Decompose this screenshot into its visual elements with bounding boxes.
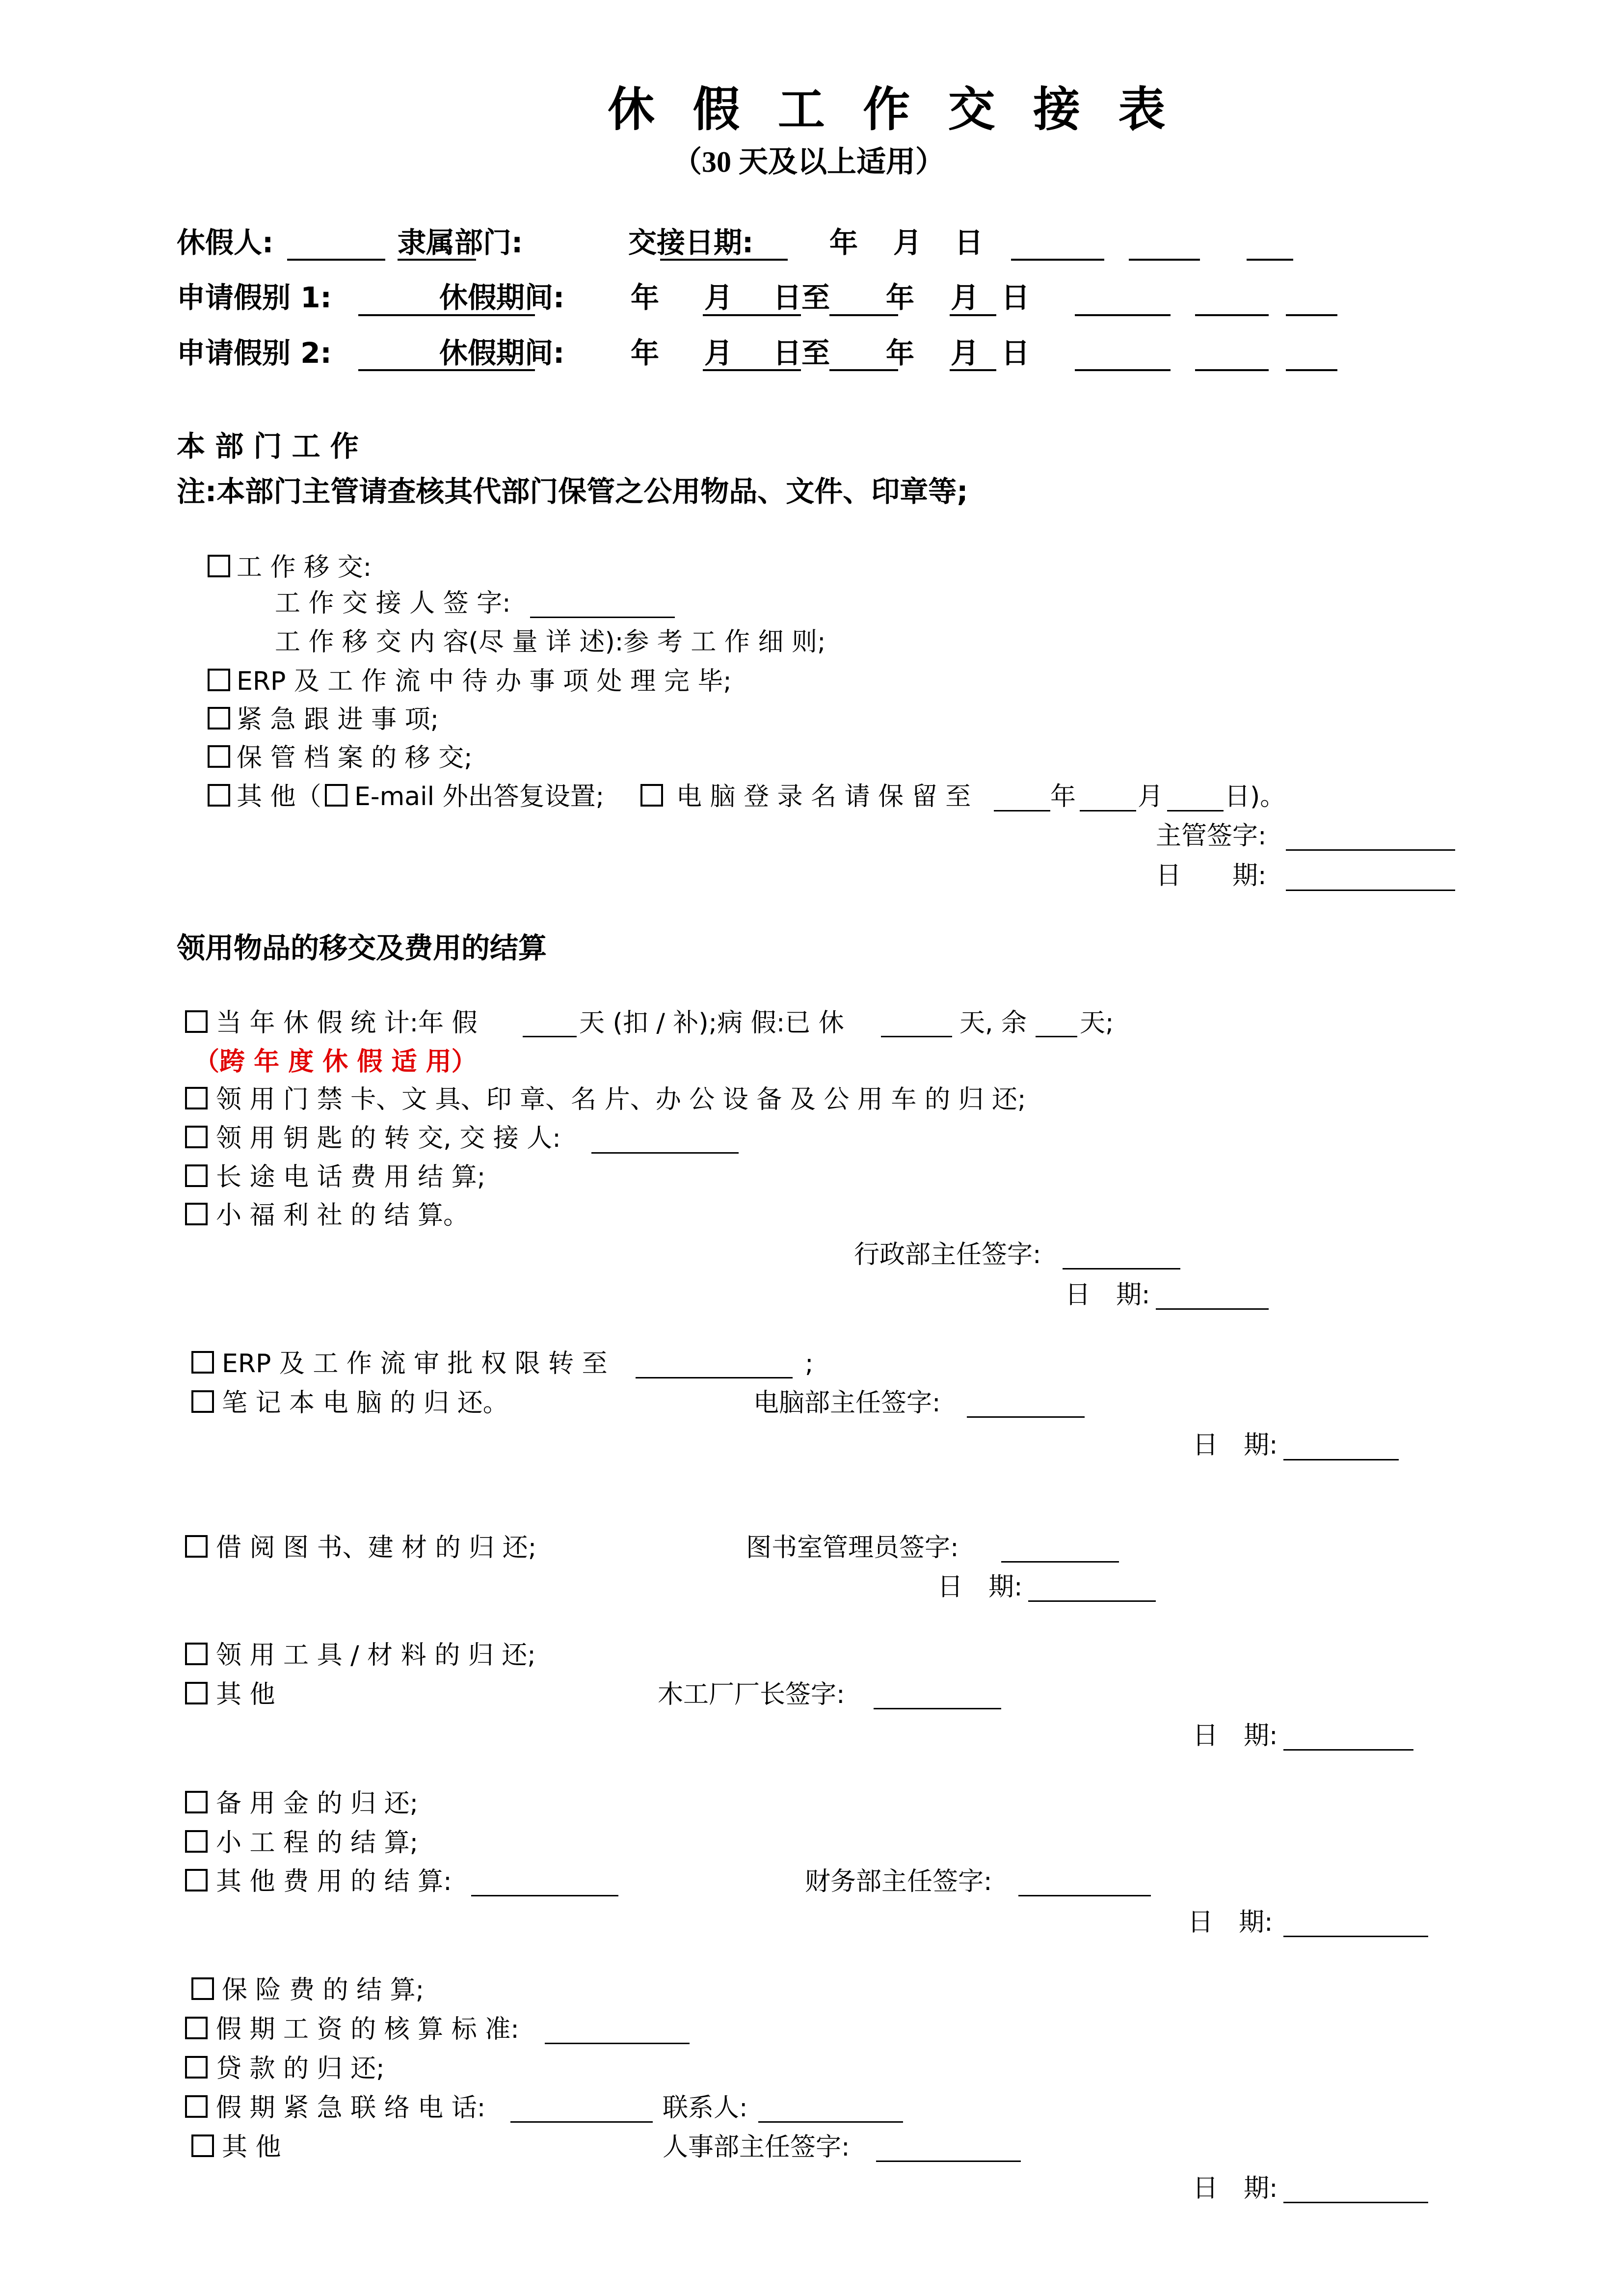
handover-sign-label: 工 作 交 接 人 签 字: [275,589,511,618]
email-checkbox[interactable] [325,784,347,807]
leave-period-2-label: 休假期间: [439,336,565,370]
tools-label: 领 用 工 具 / 材 料 的 归 还; [216,1641,536,1670]
leave-period-2-underline [439,369,535,371]
leave-person-label: 休假人: [177,226,274,259]
leave-2-start-day: 日至 [773,336,830,370]
leave-1-start-day: 日至 [773,281,830,314]
small-project-label: 小 工 程 的 结 算; [216,1828,419,1858]
erp-auth-end: ; [805,1349,814,1378]
library-date-label: 日 期: [937,1572,1023,1602]
petty-cash-checkbox[interactable] [185,1791,208,1813]
admin-date-field[interactable] [1156,1308,1269,1310]
leave-1-end-month: 月 [951,281,980,314]
erp-auth-label: ERP 及 工 作 流 审 批 权 限 转 至 [222,1349,608,1378]
computer-month-label: 月 [1138,782,1164,811]
leave-salary-field[interactable] [545,2043,690,2044]
department-underline [398,259,476,261]
form-subtitle: （30 天及以上适用） [672,146,945,178]
hr-date-field[interactable] [1283,2202,1428,2203]
workshop-sign-field[interactable] [874,1708,1001,1709]
leave-stats-checkbox[interactable] [185,1010,208,1033]
other-fees-field[interactable] [471,1895,618,1896]
laptop-checkbox[interactable] [191,1390,214,1413]
hr-date-label: 日 期: [1193,2174,1278,2203]
email-label: E-mail 外出答复设置; [354,782,605,811]
leave-2-blank-3[interactable] [1286,369,1337,371]
erp-auth-checkbox[interactable] [191,1351,214,1374]
phone-fee-checkbox[interactable] [185,1164,208,1187]
cross-year-note: （跨 年 度 休 假 适 用） [194,1047,477,1077]
emergency-phone-field[interactable] [510,2121,653,2123]
handover-day-label: 日 [955,226,984,259]
annual-days-field[interactable] [523,1036,577,1037]
finance-sign-field[interactable] [1018,1895,1151,1896]
computer-year-label: 年 [1050,782,1076,811]
erp-auth-field[interactable] [636,1377,793,1378]
keys-label: 领 用 钥 匙 的 转 交, 交 接 人: [216,1124,561,1153]
other-fees-label: 其 他 费 用 的 结 算: [216,1867,452,1896]
urgent-checkbox[interactable] [208,707,230,729]
dept-section-title: 本 部 门 工 作 [177,430,359,463]
it-sign-label: 电脑部主任签字: [753,1388,941,1418]
leave-2-end-day: 日 [1001,336,1030,370]
finance-sign-label: 财务部主任签字: [805,1867,992,1896]
supervisor-sign-field[interactable] [1286,849,1455,851]
other-checkbox[interactable] [208,784,230,807]
handover-date-label: 交接日期: [628,226,754,259]
leave-2-start-year: 年 [631,336,660,370]
goods-section-title: 领用物品的移交及费用的结算 [177,931,547,965]
dept-section-note: 注:本部门主管请查核其代部门保管之公用物品、文件、印章等; [177,475,968,508]
leave-stats-remain-label: 天, 余 [959,1008,1027,1038]
work-transfer-checkbox[interactable] [208,555,230,577]
header-blank-3[interactable] [1247,259,1293,261]
finance-date-field[interactable] [1283,1936,1428,1937]
leave-stats-day-label: 天; [1080,1008,1114,1038]
handover-month-label: 月 [893,226,922,259]
header-blank-2[interactable] [1129,259,1200,261]
leave-2-end-month-underline [950,369,996,371]
it-date-field[interactable] [1283,1459,1399,1460]
workshop-date-label: 日 期: [1193,1721,1278,1751]
workshop-other-label: 其 他 [216,1680,275,1709]
leave-type-1-label: 申请假别 1: [177,281,332,314]
computer-day-field[interactable] [1167,810,1224,811]
computer-login-checkbox[interactable] [640,784,663,807]
supervisor-sign-label: 主管签字: [1156,821,1267,851]
workshop-other-checkbox[interactable] [185,1682,208,1704]
admin-sign-label: 行政部主任签字: [854,1240,1041,1270]
library-sign-field[interactable] [1001,1561,1119,1563]
keys-receiver-field[interactable] [591,1152,739,1154]
handover-year-label: 年 [829,226,858,259]
computer-year-field[interactable] [994,810,1050,811]
leave-1-end-year-field[interactable] [829,314,898,316]
hr-sign-label: 人事部主任签字: [663,2133,850,2162]
computer-month-field[interactable] [1080,810,1136,811]
hr-other-checkbox[interactable] [191,2134,214,2157]
emergency-phone-checkbox[interactable] [185,2095,208,2118]
leave-1-start-underline [703,314,801,316]
leave-type-2-field[interactable] [358,369,439,371]
leave-period-1-underline [439,314,535,316]
leave-1-end-year: 年 [886,281,915,314]
admin-sign-field[interactable] [1063,1268,1180,1270]
handover-sign-field[interactable] [530,617,675,618]
insurance-checkbox[interactable] [191,1977,214,2000]
hr-sign-field[interactable] [876,2161,1021,2162]
erp-checkbox[interactable] [208,669,230,691]
access-card-checkbox[interactable] [185,1087,208,1109]
leave-1-end-day: 日 [1001,281,1030,314]
archive-checkbox[interactable] [208,745,230,768]
supervisor-date-label: 日 期: [1156,861,1267,891]
department-label: 隶属部门: [398,226,523,259]
workshop-sign-label: 木工厂厂长签字: [658,1680,845,1709]
emergency-contact-label: 联系人: [663,2093,748,2123]
sick-remain-field[interactable] [1036,1036,1077,1037]
phone-fee-label: 长 途 电 话 费 用 结 算; [216,1162,486,1192]
supervisor-date-field[interactable] [1286,890,1455,891]
other-fees-checkbox[interactable] [185,1869,208,1891]
emergency-phone-label: 假 期 紧 急 联 络 电 话: [216,2093,486,2123]
leave-salary-checkbox[interactable] [185,2017,208,2039]
leave-1-blank-2[interactable] [1195,314,1269,316]
it-date-label: 日 期: [1193,1431,1278,1460]
leave-type-1-field[interactable] [358,314,439,316]
workshop-date-field[interactable] [1283,1749,1413,1751]
form-title: 休 假 工 作 交 接 表 [608,82,1176,137]
library-checkbox[interactable] [185,1535,208,1558]
loan-checkbox[interactable] [185,2056,208,2079]
erp-label: ERP 及 工 作 流 中 待 办 事 项 处 理 完 毕; [237,667,732,696]
library-sign-label: 图书室管理员签字: [746,1533,959,1563]
hr-other-label: 其 他 [222,2133,281,2162]
leave-2-blank-1[interactable] [1075,369,1171,371]
leave-1-end-month-underline [950,314,996,316]
leave-type-2-label: 申请假别 2: [177,336,332,370]
keys-checkbox[interactable] [185,1126,208,1148]
welfare-label: 小 福 利 社 的 结 算。 [216,1201,469,1230]
leave-1-start-month: 月 [704,281,733,314]
tools-checkbox[interactable] [185,1643,208,1665]
urgent-label: 紧 急 跟 进 事 项; [237,705,439,734]
leave-2-start-month: 月 [704,336,733,370]
leave-stats-sick-label: 天 (扣 / 补);病 假:已 休 [579,1008,844,1038]
library-label: 借 阅 图 书、建 材 的 归 还; [216,1533,537,1563]
archive-label: 保 管 档 案 的 移 交; [237,743,473,773]
handover-content-label: 工 作 移 交 内 容(尽 量 详 述):参 考 工 作 细 则; [275,627,826,657]
finance-date-label: 日 期: [1188,1908,1273,1937]
leave-1-blank-1[interactable] [1075,314,1171,316]
laptop-label: 笔 记 本 电 脑 的 归 还。 [222,1388,508,1418]
leave-salary-label: 假 期 工 资 的 核 算 标 准: [216,2015,519,2044]
admin-date-label: 日 期: [1065,1280,1150,1310]
other-label: 其 他（ [237,782,321,811]
loan-label: 贷 款 的 归 还; [216,2054,385,2083]
header-blank-1[interactable] [1011,259,1104,261]
leave-2-end-month: 月 [951,336,980,370]
leave-1-start-year: 年 [631,281,660,314]
it-sign-field[interactable] [967,1416,1085,1418]
sick-taken-field[interactable] [881,1036,952,1037]
library-date-field[interactable] [1028,1600,1156,1602]
access-card-label: 领 用 门 禁 卡、文 具、印 章、名 片、办 公 设 备 及 公 用 车 的 归 还; [216,1085,1026,1114]
computer-day-label: 日)。 [1225,782,1286,811]
leave-period-1-label: 休假期间: [439,281,565,314]
insurance-label: 保 险 费 的 结 算; [222,1975,425,2005]
computer-login-label: 电 脑 登 录 名 请 保 留 至 [676,782,971,811]
welfare-checkbox[interactable] [185,1203,208,1225]
emergency-contact-field[interactable] [758,2121,903,2123]
work-transfer-label: 工 作 移 交: [237,553,372,582]
handover-date-underline [660,259,788,261]
leave-2-blank-2[interactable] [1195,369,1269,371]
petty-cash-label: 备 用 金 的 归 还; [216,1789,419,1818]
leave-stats-annual-label: 当 年 休 假 统 计:年 假 [216,1008,478,1038]
leave-person-field[interactable] [287,259,385,261]
small-project-checkbox[interactable] [185,1830,208,1853]
leave-1-blank-3[interactable] [1286,314,1337,316]
leave-2-end-year: 年 [886,336,915,370]
